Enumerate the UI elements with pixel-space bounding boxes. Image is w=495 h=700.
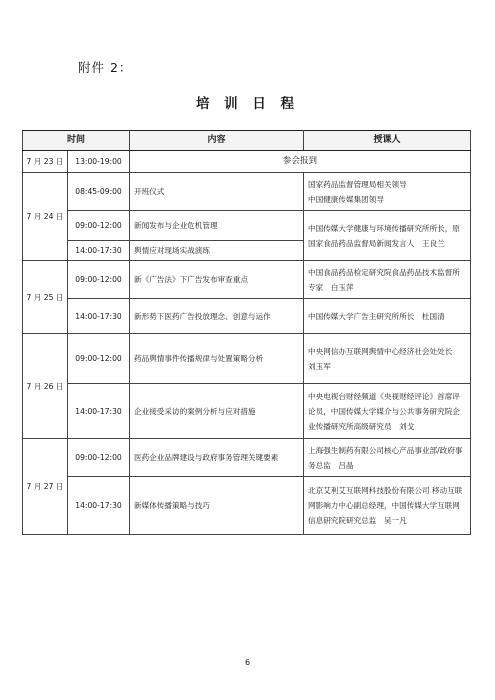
lecturer-cell: 国家药品监督管理局相关领导 中国健康传媒集团领导: [304, 173, 471, 211]
time-cell: 14:00-17:30: [68, 384, 130, 439]
training-schedule-table: [22, 130, 471, 535]
content-cell: 新形势下医药广告投放理念、创意与运作: [130, 299, 304, 334]
attachment-label: 附件 2：: [78, 60, 133, 75]
content-cell: 药品舆情事件传播规律与处置策略分析: [130, 334, 304, 384]
time-cell: 14:00-17:30: [68, 477, 130, 535]
date-cell: 7 月 26 日: [23, 334, 68, 439]
table-row: [23, 173, 471, 211]
table-row: [23, 299, 471, 334]
table-row: [23, 384, 471, 439]
lecturer-cell: 中国传媒大学健康与环境传播研究所所长，原国家食品药品监督局新闻发言人 王良兰: [304, 211, 471, 261]
table-row: [23, 261, 471, 299]
table-row: [23, 439, 471, 477]
content-cell: 开班仪式: [130, 173, 304, 211]
time-cell: 14:00-17:30: [68, 299, 130, 334]
table-header-row: [23, 131, 471, 151]
table-row: [23, 334, 471, 384]
time-cell: 09:00-12:00: [68, 334, 130, 384]
header-content: 内容: [130, 131, 304, 151]
registration-cell: 参会报到: [130, 151, 471, 173]
lecturer-cell: 中央电视台财经频道《央视财经评论》首席评论员，中国传媒大学媒介与公共事务研究院企业传播研究所高级研究员 刘戈: [304, 384, 471, 439]
content-cell: 舆情应对现场实战演练: [130, 241, 304, 261]
time-cell: 08:45-09:00: [68, 173, 130, 211]
lecturer-cell: 中国传媒大学广告主研究所所长 杜国清: [304, 299, 471, 334]
header-time: 时间: [23, 131, 130, 151]
date-cell: 7 月 27 日: [23, 439, 68, 535]
content-cell: 新《广告法》下广告发布审查重点: [130, 261, 304, 299]
lecturer-cell: 中央网信办互联网舆情中心经济社会处处长 刘玉军: [304, 334, 471, 384]
table-row: [23, 151, 471, 173]
time-cell: 09:00-12:00: [68, 439, 130, 477]
lecturer-cell: 北京艾利艾互联网科技股份有限公司 移动互联网影响力中心副总经理，中国传媒大学互联网信息研究院研究总监 吴一凡: [304, 477, 471, 535]
content-cell: 新媒体传播策略与技巧: [130, 477, 304, 535]
table-row: [23, 211, 471, 241]
header-lecturer: 授课人: [304, 131, 471, 151]
time-cell: 13:00-19:00: [68, 151, 130, 173]
date-cell: 7 月 24 日: [23, 173, 68, 261]
page-number: 6: [244, 658, 251, 667]
lecturer-cell: 上海强生制药有限公司核心产品事业部/政府事务总监 吕晶: [304, 439, 471, 477]
content-cell: 企业接受采访的案例分析与应对措施: [130, 384, 304, 439]
lecturer-cell: 中国食品药品检定研究院食品药品技术监督所专家 白玉萍: [304, 261, 471, 299]
content-cell: 新闻发布与企业危机管理: [130, 211, 304, 241]
document-title: 培 训 日 程: [195, 96, 300, 112]
time-cell: 09:00-12:00: [68, 211, 130, 241]
date-cell: 7 月 25 日: [23, 261, 68, 334]
date-cell: 7 月 23 日: [23, 151, 68, 173]
time-cell: 09:00-12:00: [68, 261, 130, 299]
table-row: [23, 477, 471, 535]
time-cell: 14:00-17:30: [68, 241, 130, 261]
content-cell: 医药企业品牌建设与政府事务管理关键要素: [130, 439, 304, 477]
